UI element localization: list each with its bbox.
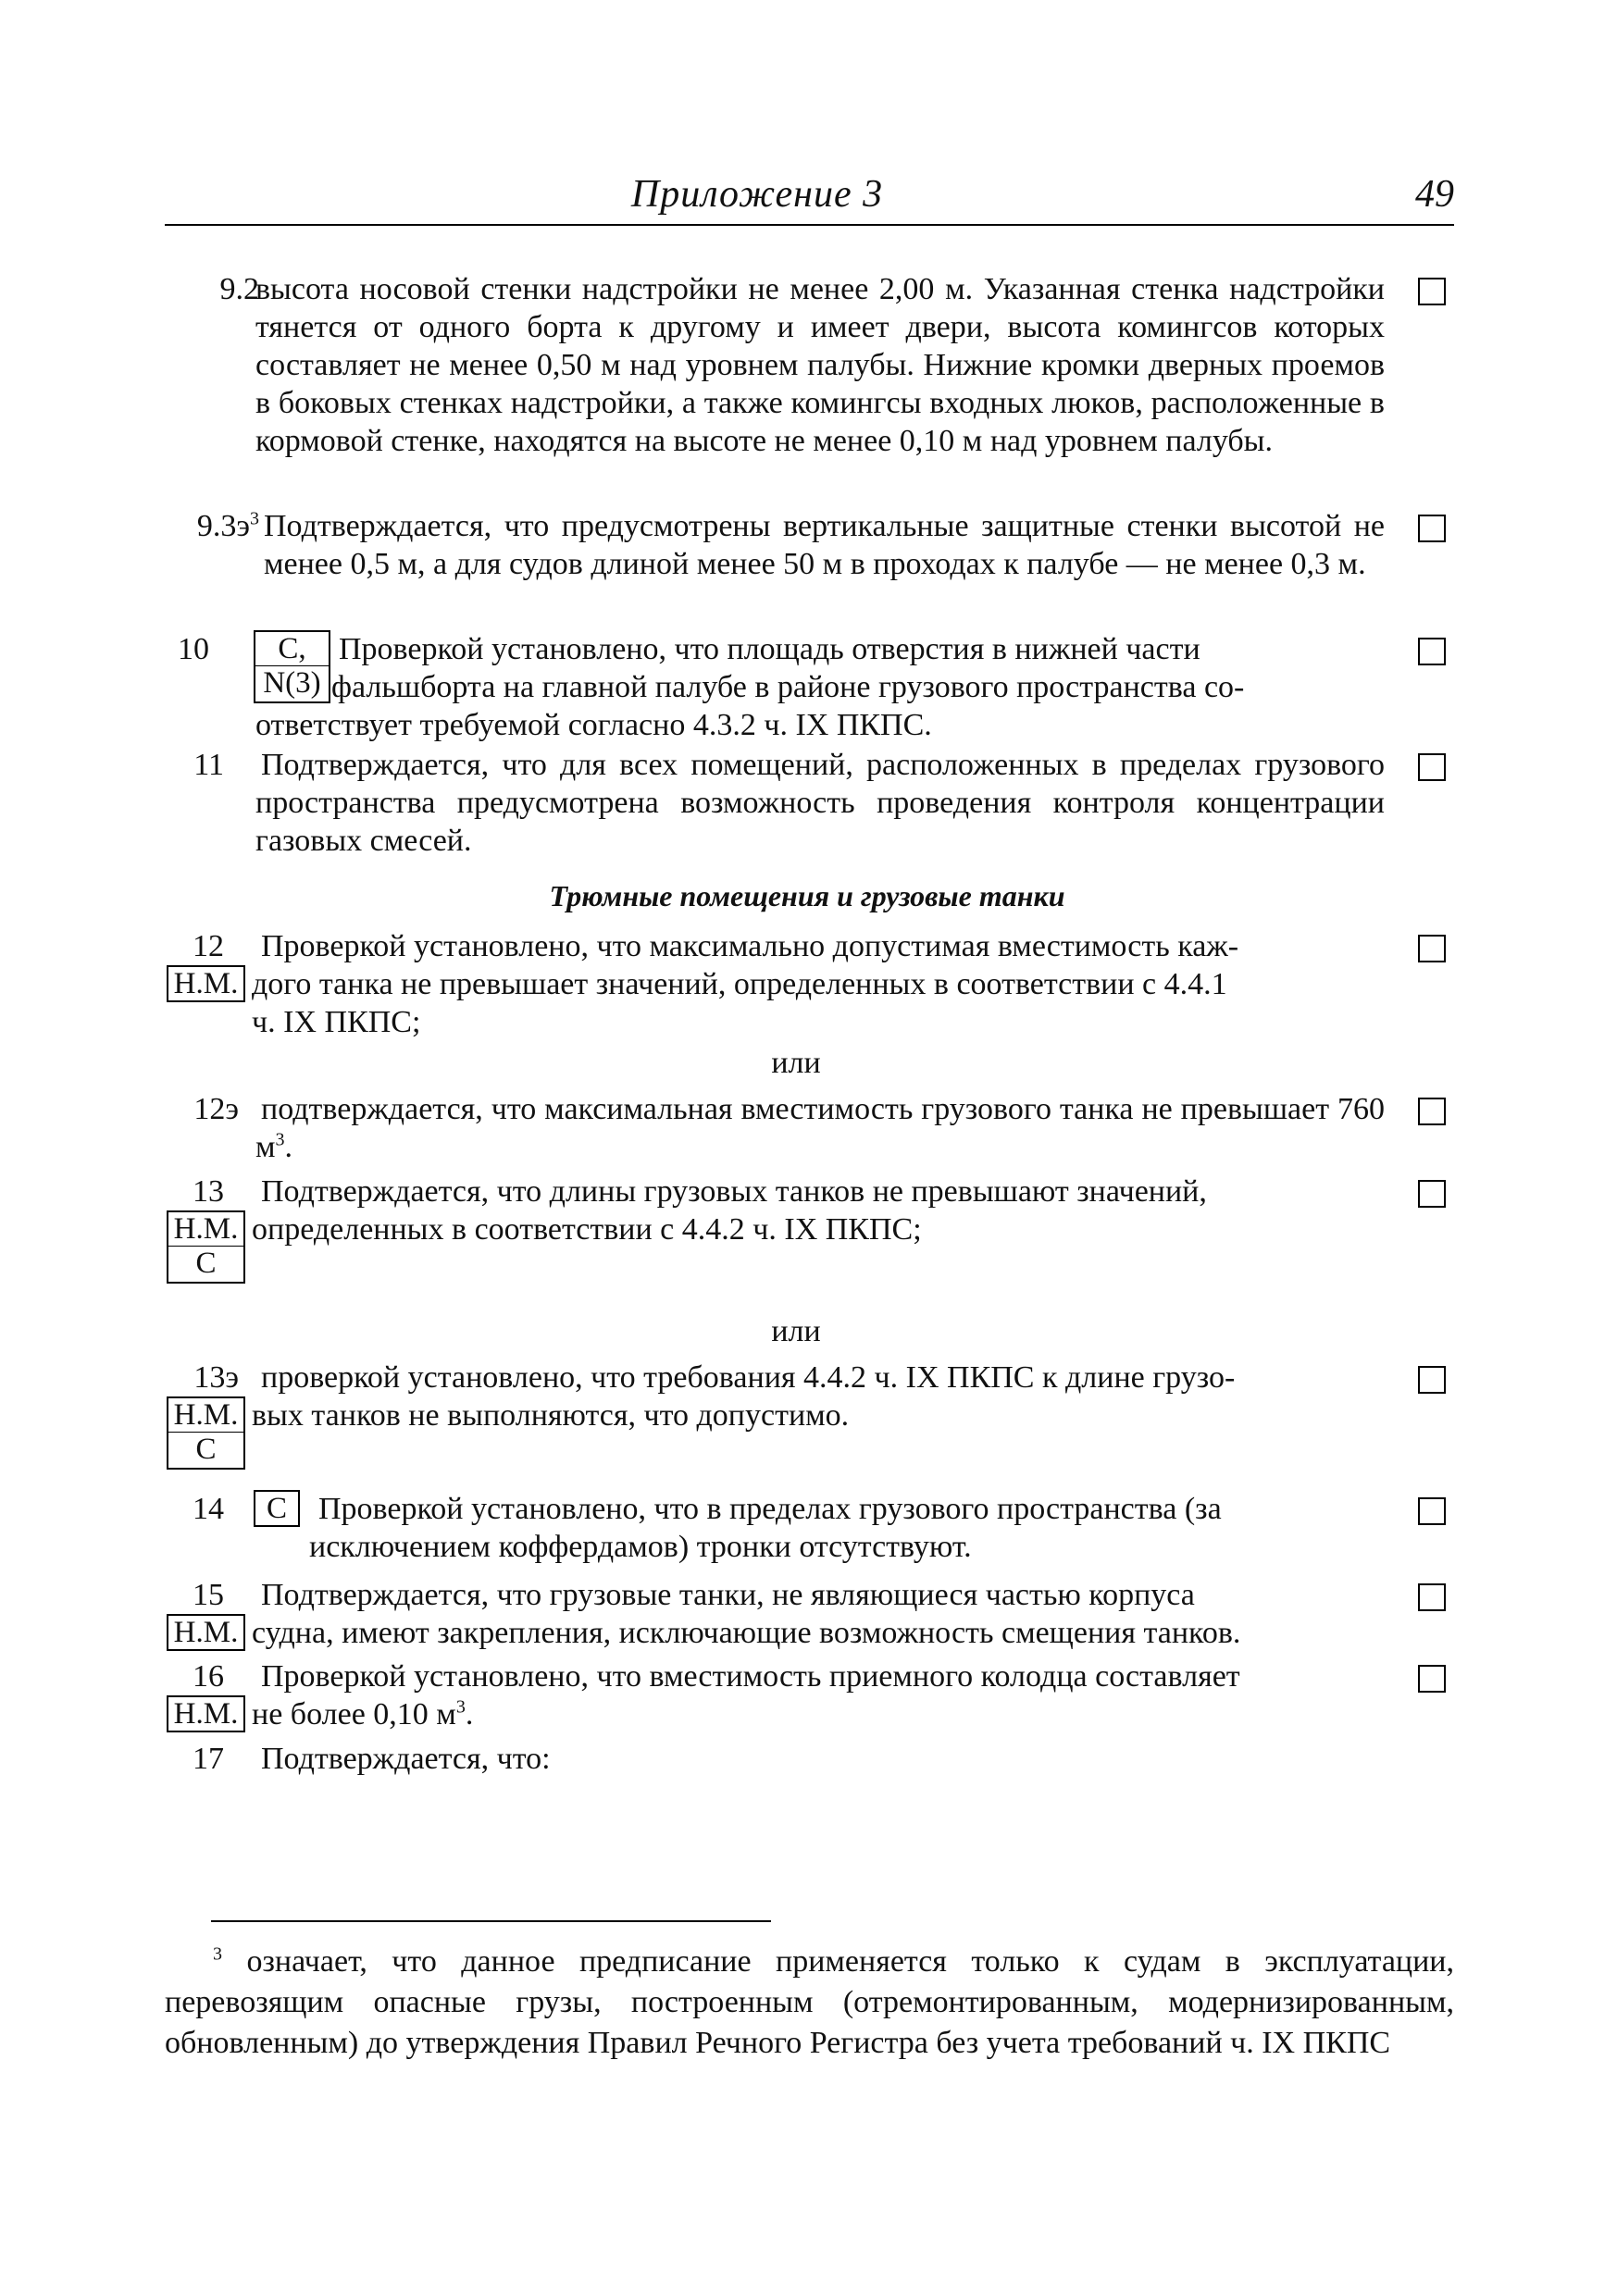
item-number: 13э: [193, 1360, 239, 1395]
checkbox[interactable]: [1418, 1366, 1446, 1394]
footnote-marker: 3: [213, 1943, 222, 1965]
item-text-line2: фальшборта на главной палубе в районе грузового пространства со-: [331, 670, 1245, 704]
footnote-rule: [211, 1920, 771, 1922]
footnote: [165, 1942, 1454, 2064]
item-number: 14: [193, 1492, 224, 1526]
header-title: Приложение 3: [630, 173, 884, 216]
item-number: 17: [193, 1742, 224, 1776]
tag-c: С,: [254, 630, 330, 667]
item-text-line3: ответствует требуемой согласно 4.3.2 ч. IX ПКПС.: [255, 708, 932, 742]
item-number: 10: [178, 632, 209, 666]
footnote-text: означает, что данное предписание применяется только к судам в эксплуатации, перевозящим опасные грузы, построенным (отремонтированным, модернизированным, обновленным) до утверждения Правил Речного Регистра без учета требований ч. IX ПКПС: [165, 1944, 1455, 2060]
item-number: 12: [193, 929, 224, 963]
tag-c: С: [254, 1490, 300, 1527]
tag-c: С: [167, 1247, 245, 1284]
section-title: Трюмные помещения и грузовые танки: [549, 879, 1065, 912]
checkbox[interactable]: [1418, 1098, 1446, 1125]
tag-n3: N(3): [254, 666, 330, 703]
item-text: Подтверждается, что предусмотрены вертикальные защитные стенки высотой не менее 0,5 м, а для судов длиной менее 50 м в проходах к палубе — не менее 0,3 м.: [264, 509, 1385, 581]
item-number: $9.3э^3$: [196, 508, 259, 543]
page-number: 49: [1415, 173, 1454, 216]
tag-c: С: [167, 1433, 245, 1470]
item-text-line1: Проверкой установлено, что площадь отверстия в нижней части: [339, 632, 1200, 666]
checkbox[interactable]: [1418, 638, 1446, 665]
page-header: [165, 173, 1454, 226]
item-text: Подтверждается, что:: [261, 1742, 551, 1776]
checkbox[interactable]: [1418, 1180, 1446, 1208]
checkbox[interactable]: [1418, 515, 1446, 542]
item-text: Подтверждается, что для всех помещений, расположенных в пределах грузового пространства предусмотрена возможность проведения контроля концентрации газовых смесей.: [255, 748, 1385, 858]
tag-nm: Н.М.: [167, 1396, 245, 1433]
item-number: 12э: [193, 1092, 239, 1126]
checkbox[interactable]: [1418, 753, 1446, 781]
footnote-ref: 3: [250, 508, 259, 529]
item-number: 16: [193, 1659, 224, 1694]
item-number: 9.2: [219, 272, 259, 306]
item-number: 15: [193, 1578, 224, 1612]
checkbox[interactable]: [1418, 1583, 1446, 1611]
item-text: подтверждается, что максимальная вместимость грузового танка не превышает 760 м: [255, 1092, 1385, 1164]
item-number: 11: [193, 748, 224, 782]
tag-nm: Н.М.: [167, 1614, 245, 1651]
or-separator: или: [771, 1046, 821, 1080]
checkbox[interactable]: [1418, 1665, 1446, 1693]
item-number: 13: [193, 1174, 224, 1209]
tag-nm: Н.М.: [167, 965, 245, 1002]
tag-nm: Н.М.: [167, 1695, 245, 1732]
tag-nm: Н.М.: [167, 1210, 245, 1247]
checkbox[interactable]: [1418, 278, 1446, 305]
or-separator: или: [771, 1314, 821, 1348]
item-text: высота носовой стенки надстройки не менее 2,00 м. Указанная стенка надстройки тянется от одного борта к другому и имеет двери, высота комингсов которых составляет не менее 0,50 м над уровнем палубы. Нижние кромки дверных проемов в боковых стенках надстройки, а также комингсы входных люков, расположенные в кормовой стенке, находятся на высоте не менее 0,10 м над уровнем палубы.: [255, 272, 1385, 458]
checkbox[interactable]: [1418, 1497, 1446, 1525]
checkbox[interactable]: [1418, 935, 1446, 962]
